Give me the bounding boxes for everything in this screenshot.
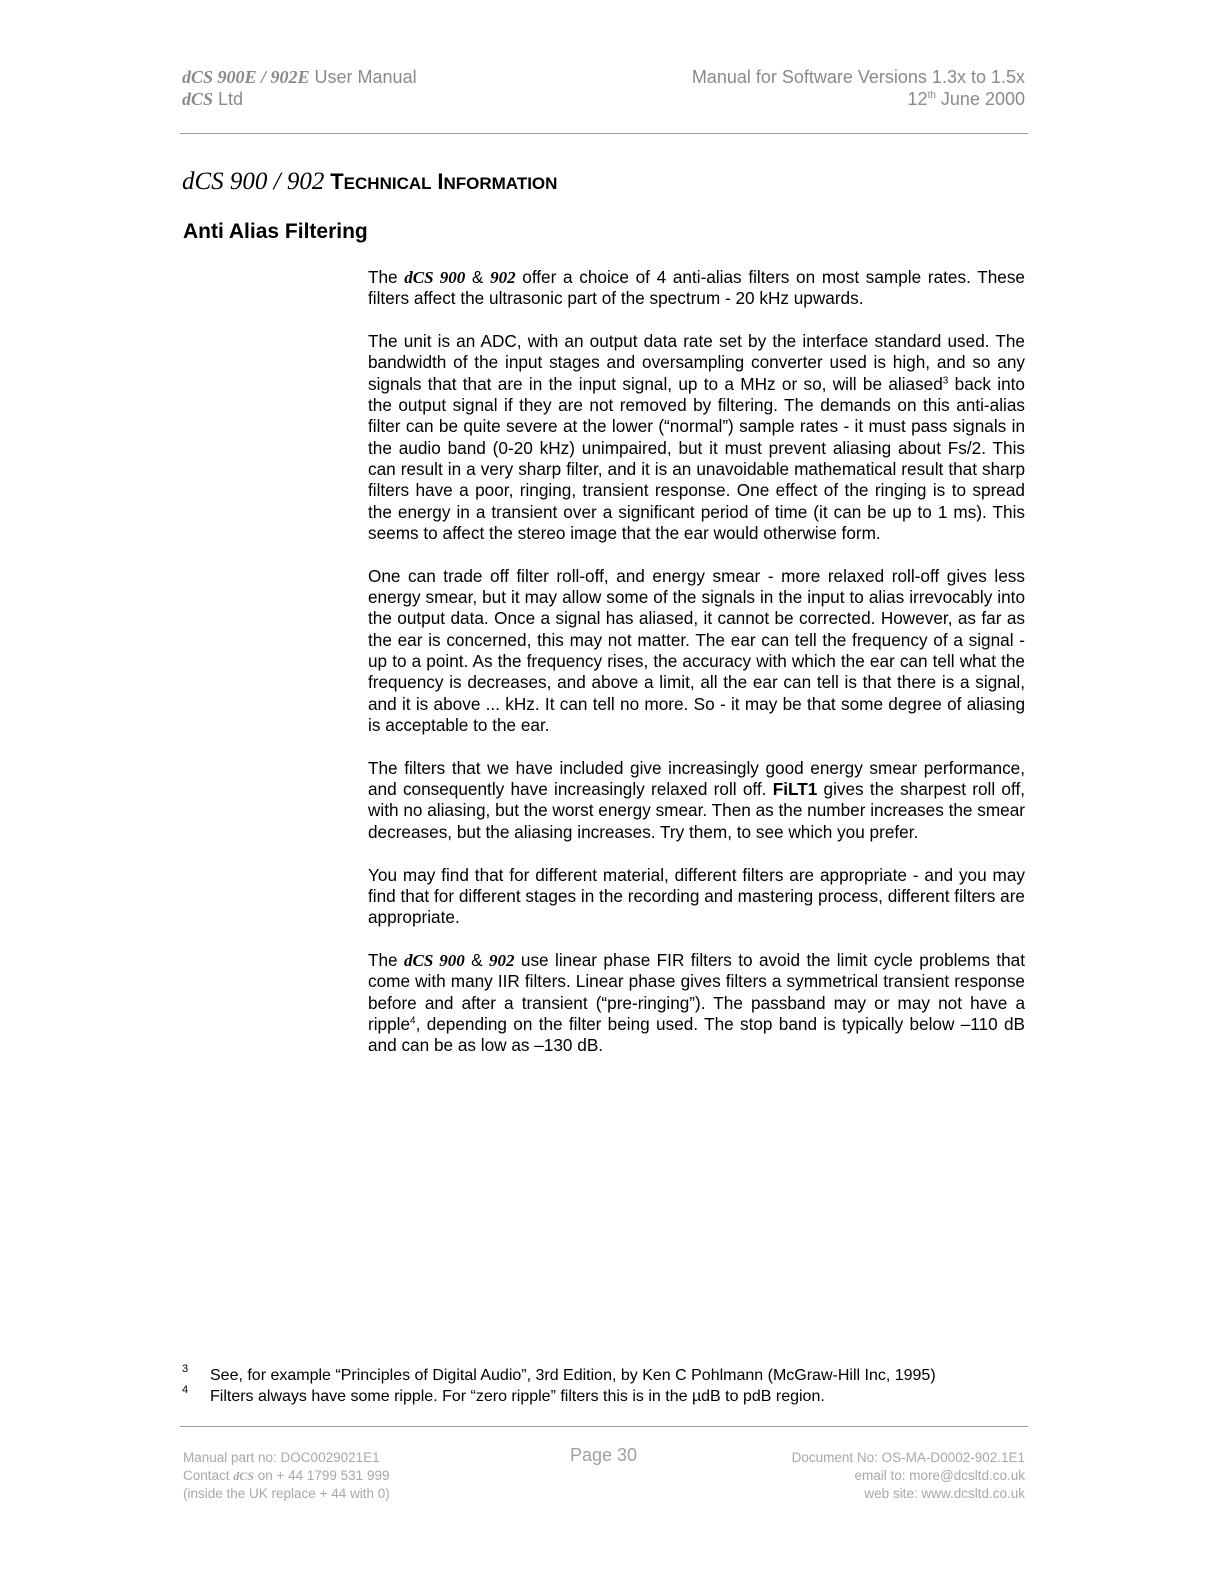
header-right [692,66,1025,110]
header-versions: Manual for Software Versions 1.3x to 1.5x [691,67,1025,87]
page-number: Page 30 [570,1445,638,1465]
page-title: dCS 900 / 902 TECHNICAL INFORMATION [182,168,558,195]
footnotes [182,1365,936,1407]
footer-left [183,1449,390,1503]
footnote: 3 See, for example “Principles of Digital Audio”, 3rd Edition, by Ken C Pohlmann (McGraw-Hill Inc, 1995) [182,1363,936,1384]
footer-right [792,1449,1025,1503]
footer-divider [180,1426,1028,1427]
header-product: dCS 900E / 902E User Manual [182,67,417,87]
paragraph-6: The dCS 900 & 902 use linear phase FIR filters to avoid the limit cycle problems that come with many IIR filters. Linear phase gives filters a symmetrical transient response before and after a transient (“pre-ringing”). The passband may or may not have a ripple$^4$, depending on the filter being used. The stop band is typically below –110 dB and can be as low as –130 dB. [368,949,1026,1056]
header-date: 12th June 2000 [907,89,1025,109]
body-text [368,267,1025,1078]
footer-website[interactable]: web site: www.dcsltd.co.uk [864,1486,1025,1501]
paragraph-5: You may find that for different material, different filters are appropriate - and you may find that for different stages in the recording and mastering process, different filters are appropriate. [368,864,1025,928]
header-left [182,66,417,110]
footnote: 4 Filters always have some ripple. For “zero ripple” filters this is in the µdB to pdB region. [182,1384,825,1405]
footer-contact: Contact dCS on + 44 1799 531 999 [183,1468,390,1483]
paragraph-2: The unit is an ADC, with an output data rate set by the interface standard used. The bandwidth of the input stages and oversampling converter used is high, and so any signals that that are in the input signal, up to a MHz or so, will be aliased$^3$ back into the output signal if they are not removed by filtering. The demands on this anti-alias filter can be quite severe at the lower (“normal”) sample rates - it must pass signals in the audio band (0-20 kHz) unimpaired, but it must prevent aliasing about Fs/2. This can result in a very sharp filter, and it is an unavoidable mathematical result that sharp filters have a poor, ringing, transient response. One effect of the ringing is to spread the energy in a transient over a significant period of time (it can be up to 1 ms). This seems to affect the stereo image that the ear would otherwise form. [368,331,1025,543]
footnote-ref-3: 3 [942,375,949,387]
header-company: dCS Ltd [182,89,244,109]
footnote-ref-4: 4 [410,1015,416,1027]
paragraph-1: The dCS 900 & 902 offer a choice of 4 anti-alias filters on most sample rates. These filters affect the ultrasonic part of the spectrum - 20 kHz upwards. [368,267,1025,309]
footer-part-no: Manual part no: DOC0029021E1 [183,1450,380,1465]
section-heading: Anti Alias Filtering [183,220,368,243]
paragraph-3: One can trade off filter roll-off, and energy smear - more relaxed roll-off gives less energy smear, but it may allow some of the signals in the input to alias irrevocably into the output data. Once a signal has aliased, it cannot be corrected. However, as far as the ear is concerned, this may not matter. The ear can tell the frequency of a signal - up to a point. As the frequency rises, the accuracy with which the ear can tell what the frequency is decreases, and above a limit, all the ear can tell is that there is a signal, and it is above ... kHz. It can tell no more. So - it may be that some degree of aliasing is acceptable to the ear. [368,565,1025,735]
footer-doc-no: Document No: OS-MA-D0002-902.1E1 [791,1450,1025,1465]
header-divider [180,133,1028,134]
paragraph-4: The filters that we have included give increasingly good energy smear performance, and consequently have increasingly relaxed roll off. FiLT1 gives the sharpest roll off, with no aliasing, but the worst energy smear. Then as the number increases the smear decreases, but the aliasing increases. Try them, to see which you prefer. [368,757,1026,842]
footer-uk-note: (inside the UK replace + 44 with 0) [183,1486,390,1501]
footer-email[interactable]: email to: more@dcsltd.co.uk [854,1468,1025,1483]
